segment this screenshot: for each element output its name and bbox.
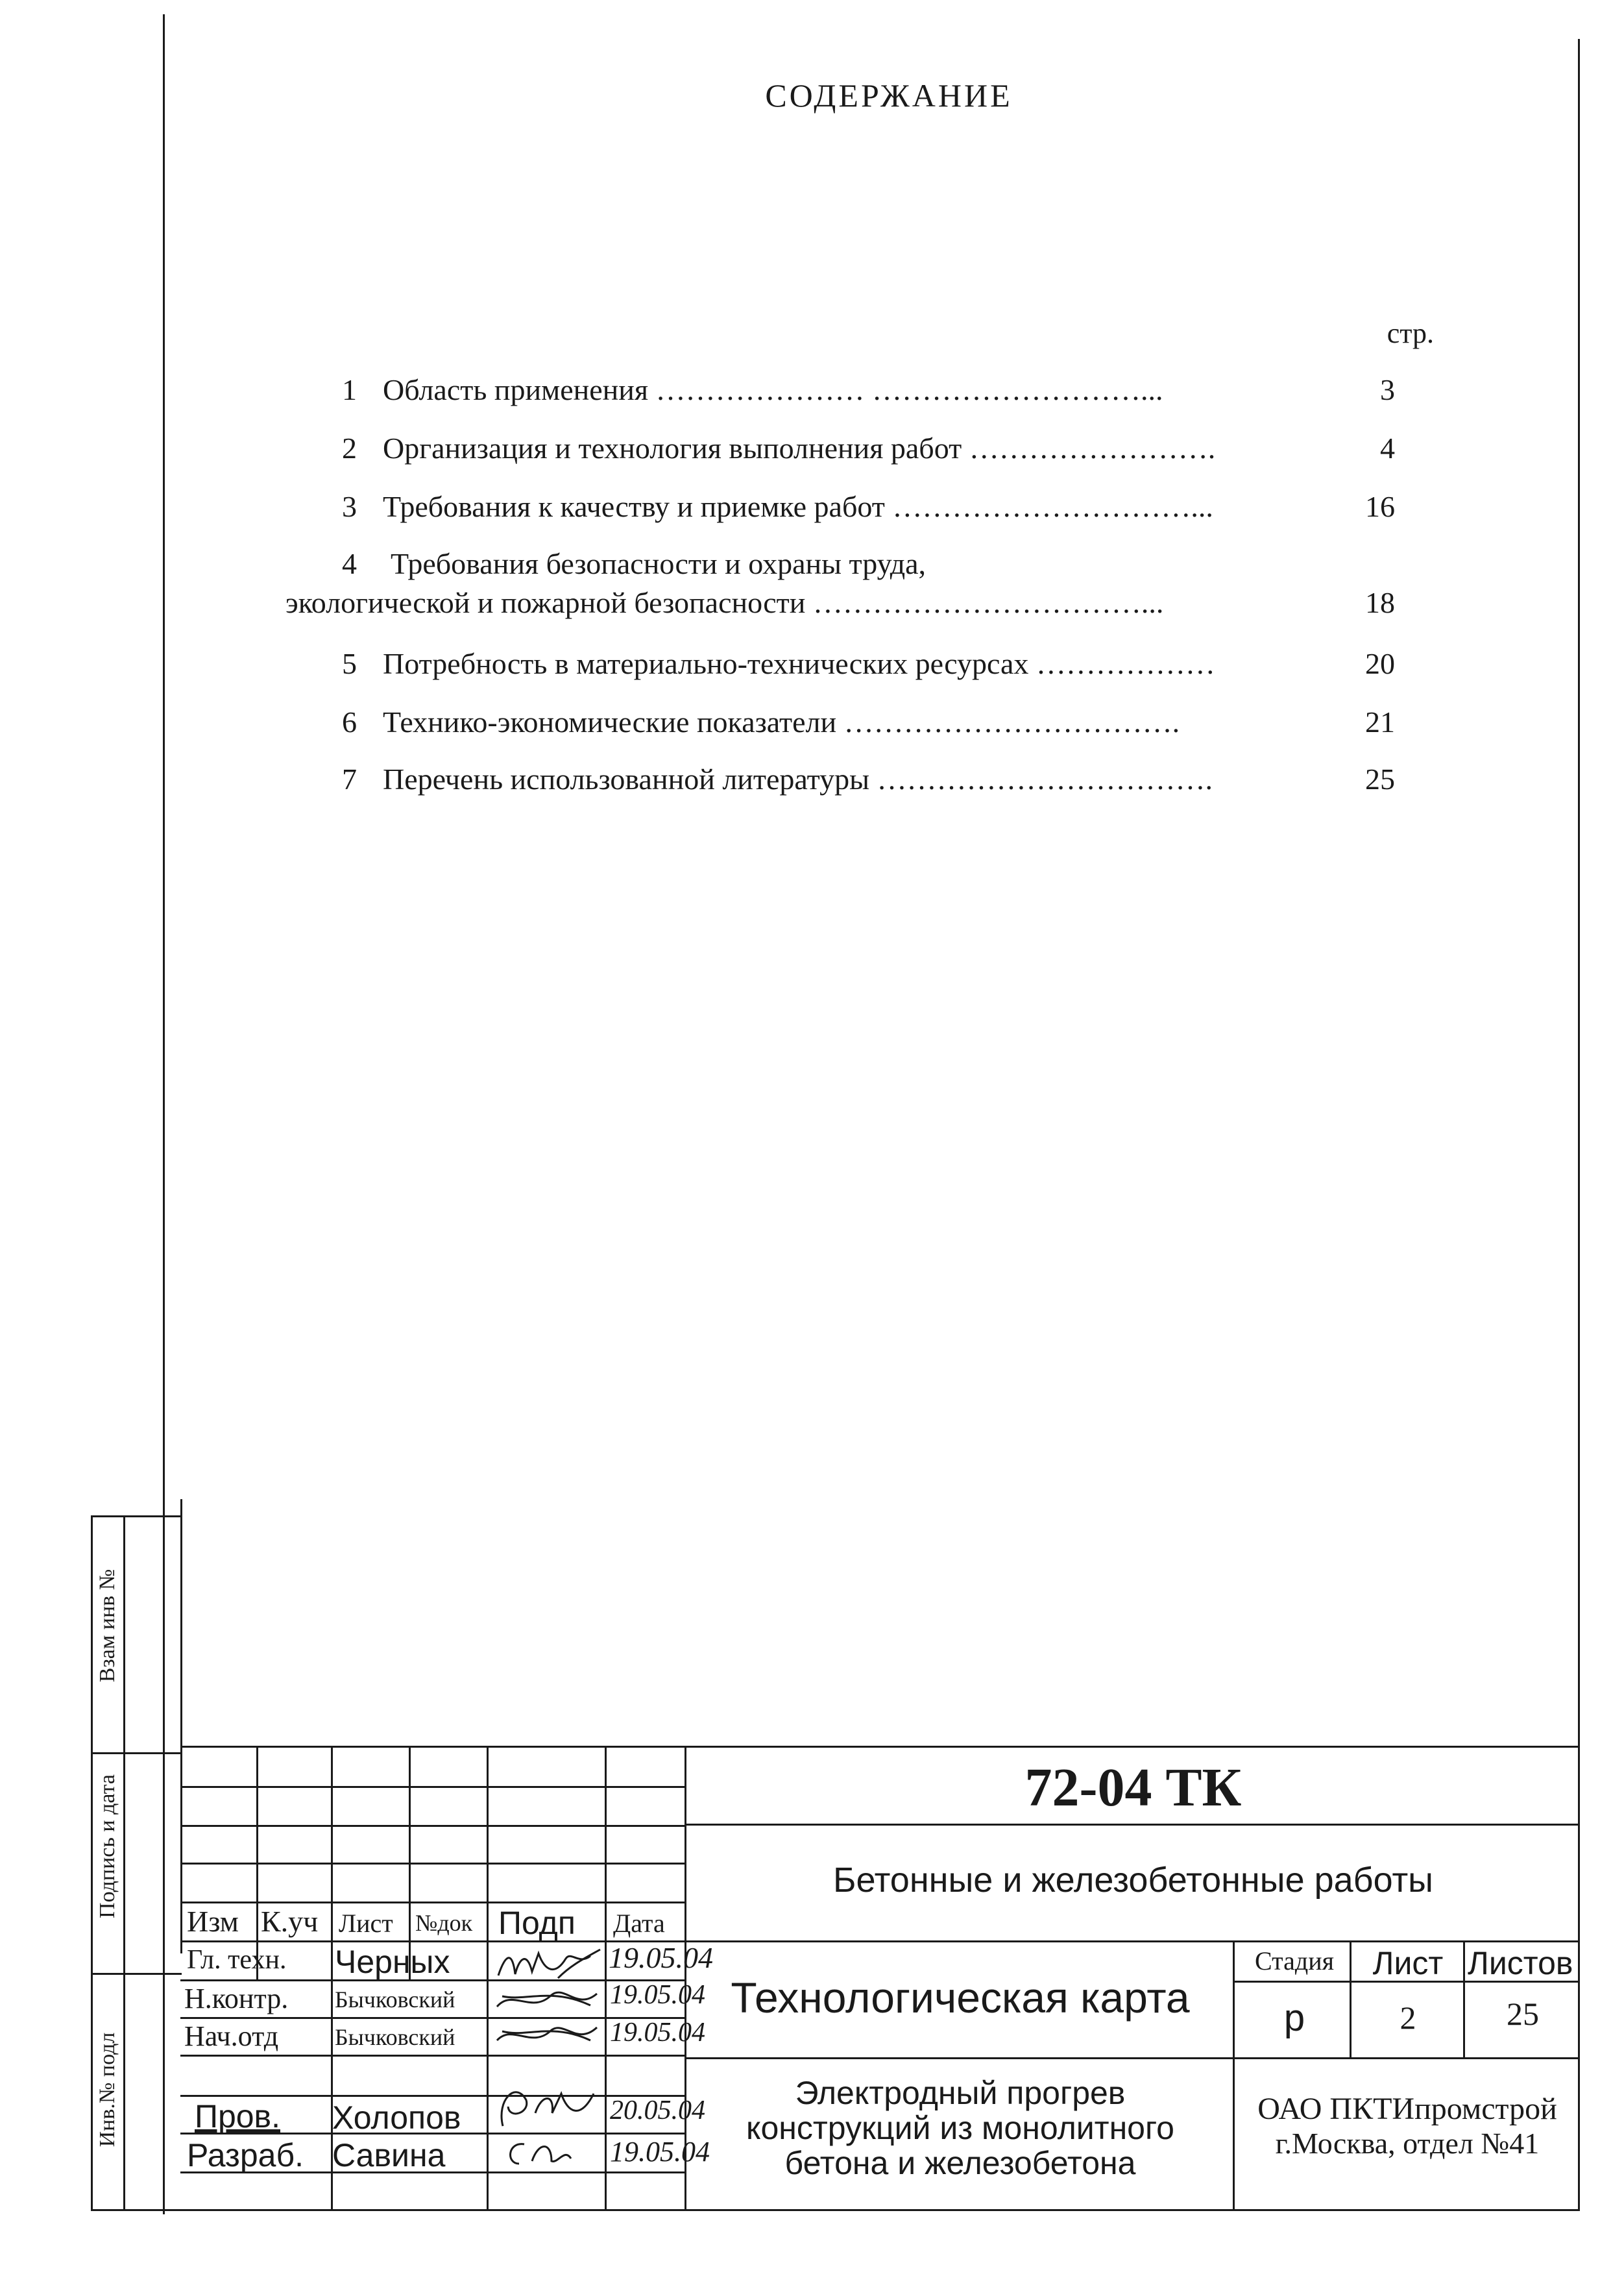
role-date: 19.05.04 (610, 1980, 705, 2010)
role-date: 19.05.04 (609, 1941, 713, 1974)
document-code: 72-04 ТК (1024, 1757, 1242, 1818)
frame-left-border (163, 14, 165, 2214)
toc-item-text: Требования безопасности и охраны труда, (391, 547, 927, 580)
signature-bychkovsky (493, 2018, 605, 2055)
role-name: Савина (332, 2137, 446, 2173)
col-header-podp: Подп (498, 1905, 576, 1941)
toc-item-number: 2 (342, 432, 357, 465)
toc-item-page: 4 (1380, 432, 1395, 465)
document-type: Технологическая карта (731, 1974, 1190, 2022)
role-name: Бычковский (335, 1987, 455, 2012)
page-column-header: стр. (1387, 317, 1434, 349)
col-header-ndok: №док (415, 1910, 473, 1936)
role-date: 20.05.04 (610, 2096, 705, 2125)
signature-kholopov (490, 2074, 605, 2134)
toc-item-text: Перечень использованной литературы ……………………………. (383, 763, 1213, 796)
role-date: 19.05.04 (610, 2136, 710, 2168)
toc-item-text: Организация и технология выполнения работ ……………………. (383, 432, 1216, 465)
role-label: Гл. техн. (187, 1945, 287, 1975)
toc-item-page: 3 (1380, 373, 1395, 406)
toc-item-page: 18 (1365, 586, 1395, 619)
toc-item-text: Требования к качеству и приемке работ …………………………... (383, 490, 1213, 523)
toc-item-number: 3 (342, 490, 357, 523)
toc-item-page: 21 (1365, 705, 1395, 739)
toc-item-number: 6 (342, 705, 357, 739)
toc-item-page: 25 (1365, 763, 1395, 796)
side-stamp-signature-date-label: Подпись и дата (95, 1774, 119, 1918)
organization-name: ОАО ПКТИпромстрой (1257, 2092, 1557, 2126)
toc-item-text: Область применения ………………… ………………………... (383, 373, 1163, 406)
col-header-kuch: К.уч (261, 1905, 319, 1938)
sheet-label: Лист (1372, 1945, 1444, 1981)
description-line-1: Электродный прогрев (795, 2075, 1126, 2111)
col-header-izm: Изм (187, 1905, 239, 1938)
role-name: Бычковский (335, 2024, 455, 2050)
role-date: 19.05.04 (610, 2018, 705, 2048)
col-header-data: Дата (613, 1909, 665, 1938)
signature-savina (493, 2135, 603, 2174)
toc-item-text-continued: экологической и пожарной безопасности ……………………………... (285, 586, 1164, 619)
signature-chernykh (493, 1946, 603, 1982)
toc-item-text: Потребность в материально-технических ресурсах ……………… (383, 647, 1215, 680)
description-line-3: бетона и железобетона (784, 2145, 1136, 2181)
frame-left-border-inner (180, 1499, 182, 1953)
sheets-value: 25 (1507, 1996, 1539, 2032)
toc-item-page: 20 (1365, 647, 1395, 680)
work-type: Бетонные и железобетонные работы (833, 1861, 1433, 1900)
organization-department: г.Москва, отдел №41 (1275, 2127, 1540, 2160)
toc-item-number: 1 (342, 373, 357, 406)
sheets-label: Листов (1468, 1945, 1573, 1981)
col-header-list: Лист (339, 1909, 393, 1938)
stage-label: Стадия (1254, 1946, 1335, 1975)
description-line-2: конструкций из монолитного (746, 2110, 1174, 2146)
sheet-value: 2 (1400, 2000, 1416, 2036)
page-title: СОДЕРЖАНИЕ (765, 77, 1013, 114)
toc-item-page: 16 (1365, 490, 1395, 523)
role-label: Нач.отд (184, 2020, 279, 2052)
side-stamp-orig-inv-label: Инв.№ подл (95, 2032, 119, 2147)
role-name: Холопов (332, 2099, 461, 2136)
role-name: Черных (335, 1944, 450, 1980)
toc-item-text: Технико-экономические показатели ……………………………. (383, 705, 1180, 739)
toc-item-number: 5 (342, 647, 357, 680)
toc-item-number: 4 (342, 547, 357, 580)
role-label: Разраб. (187, 2137, 304, 2173)
role-label: Пров. (195, 2098, 281, 2134)
toc-item-number: 7 (342, 763, 357, 796)
stage-value: р (1283, 1997, 1305, 2039)
side-stamp-replaced-inv-label: Взам инв № (95, 1569, 119, 1683)
role-label: Н.контр. (184, 1983, 289, 2014)
signature-bychkovsky (493, 1982, 605, 2018)
